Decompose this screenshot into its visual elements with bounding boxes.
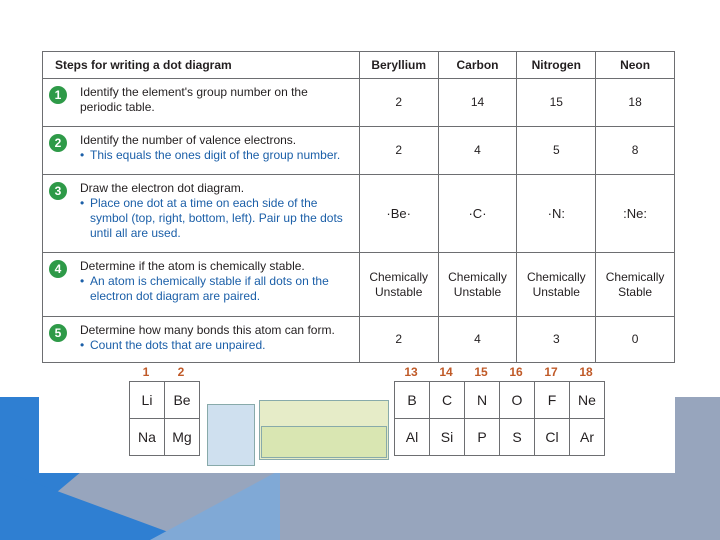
step-cell <box>43 253 360 317</box>
group-number: 18 <box>579 365 593 379</box>
element-cell: Ne <box>570 382 605 419</box>
slide-panel <box>39 48 675 473</box>
table-row <box>43 253 675 317</box>
value-cell: 18 <box>596 79 675 127</box>
step-subtext: • Count the dots that are unpaired. <box>80 338 353 353</box>
header-steps: Steps for writing a dot diagram <box>43 52 360 79</box>
value-cell: 2 <box>359 317 438 363</box>
dot-diagram-cell <box>438 175 517 253</box>
group-number: 14 <box>439 365 453 379</box>
value-cell: 14 <box>438 79 517 127</box>
dot-diagram-cell <box>596 175 675 253</box>
periodic-left-block <box>129 365 219 465</box>
step-text: Identify the number of valence electrons. <box>80 133 297 147</box>
element-grid <box>129 381 200 456</box>
element-cell: F <box>535 382 570 419</box>
step-cell <box>43 127 360 175</box>
step-text: Determine how many bonds this atom can form. <box>80 323 335 337</box>
table-row <box>43 127 675 175</box>
step-text: Determine if the atom is chemically stable. <box>80 259 305 273</box>
dot-symbol: :Ne: <box>623 205 648 221</box>
periodic-right-block <box>394 365 609 465</box>
value-cell: Chemically Unstable <box>517 253 596 317</box>
value-cell: 3 <box>517 317 596 363</box>
value-cell: 2 <box>359 79 438 127</box>
value-cell: 8 <box>596 127 675 175</box>
element-cell: O <box>500 382 535 419</box>
element-cell: Mg <box>165 419 200 456</box>
group-number: 16 <box>509 365 523 379</box>
element-cell: Cl <box>535 419 570 456</box>
dot-diagram-table <box>42 51 675 363</box>
mini-table-row <box>261 426 387 458</box>
header-col: Nitrogen <box>517 52 596 79</box>
value-cell: 0 <box>596 317 675 363</box>
dot-diagram-cell <box>517 175 596 253</box>
step-number-badge: 3 <box>49 182 67 200</box>
table-row <box>43 79 675 127</box>
element-grid <box>394 381 605 456</box>
step-cell <box>43 79 360 127</box>
element-cell: S <box>500 419 535 456</box>
dot-symbol: ·N: <box>547 205 565 221</box>
element-cell: Li <box>130 382 165 419</box>
value-cell: 4 <box>438 127 517 175</box>
step-subtext: • This equals the ones digit of the group number. <box>80 148 353 163</box>
step-text: Identify the element's group number on the periodic table. <box>80 85 308 114</box>
dot-symbol: ·Be· <box>386 205 411 221</box>
header-col: Beryllium <box>359 52 438 79</box>
group-number: 15 <box>474 365 488 379</box>
step-number-badge: 2 <box>49 134 67 152</box>
element-cell: Na <box>130 419 165 456</box>
group-number: 17 <box>544 365 558 379</box>
value-cell: 4 <box>438 317 517 363</box>
step-number-badge: 1 <box>49 86 67 104</box>
value-cell: Chemically Unstable <box>438 253 517 317</box>
group-number: 13 <box>404 365 418 379</box>
element-cell: Si <box>430 419 465 456</box>
element-cell: P <box>465 419 500 456</box>
element-cell: B <box>395 382 430 419</box>
element-cell: Al <box>395 419 430 456</box>
step-subtext: • Place one dot at a time on each side of the symbol (top, right, bottom, left). Pair up the dots until all are used. <box>80 196 353 241</box>
header-col: Neon <box>596 52 675 79</box>
table-row <box>43 175 675 253</box>
group-number: 2 <box>177 365 185 379</box>
table-row <box>43 317 675 363</box>
value-cell: Chemically Unstable <box>359 253 438 317</box>
decor-triangle <box>150 470 280 540</box>
dot-symbol: ·C· <box>468 205 487 221</box>
dot-diagram-cell <box>359 175 438 253</box>
value-cell: 2 <box>359 127 438 175</box>
step-number-badge: 4 <box>49 260 67 278</box>
mini-table-blue <box>207 404 255 466</box>
group-number: 1 <box>142 365 150 379</box>
step-number-badge: 5 <box>49 324 67 342</box>
step-cell <box>43 175 360 253</box>
header-col: Carbon <box>438 52 517 79</box>
value-cell: 15 <box>517 79 596 127</box>
step-cell <box>43 317 360 363</box>
element-cell: Ar <box>570 419 605 456</box>
step-text: Draw the electron dot diagram. <box>80 181 245 195</box>
table-header-row <box>43 52 675 79</box>
element-cell: Be <box>165 382 200 419</box>
element-cell: C <box>430 382 465 419</box>
step-subtext: • An atom is chemically stable if all dots on the electron dot diagram are paired. <box>80 274 353 304</box>
element-cell: N <box>465 382 500 419</box>
value-cell: Chemically Stable <box>596 253 675 317</box>
value-cell: 5 <box>517 127 596 175</box>
